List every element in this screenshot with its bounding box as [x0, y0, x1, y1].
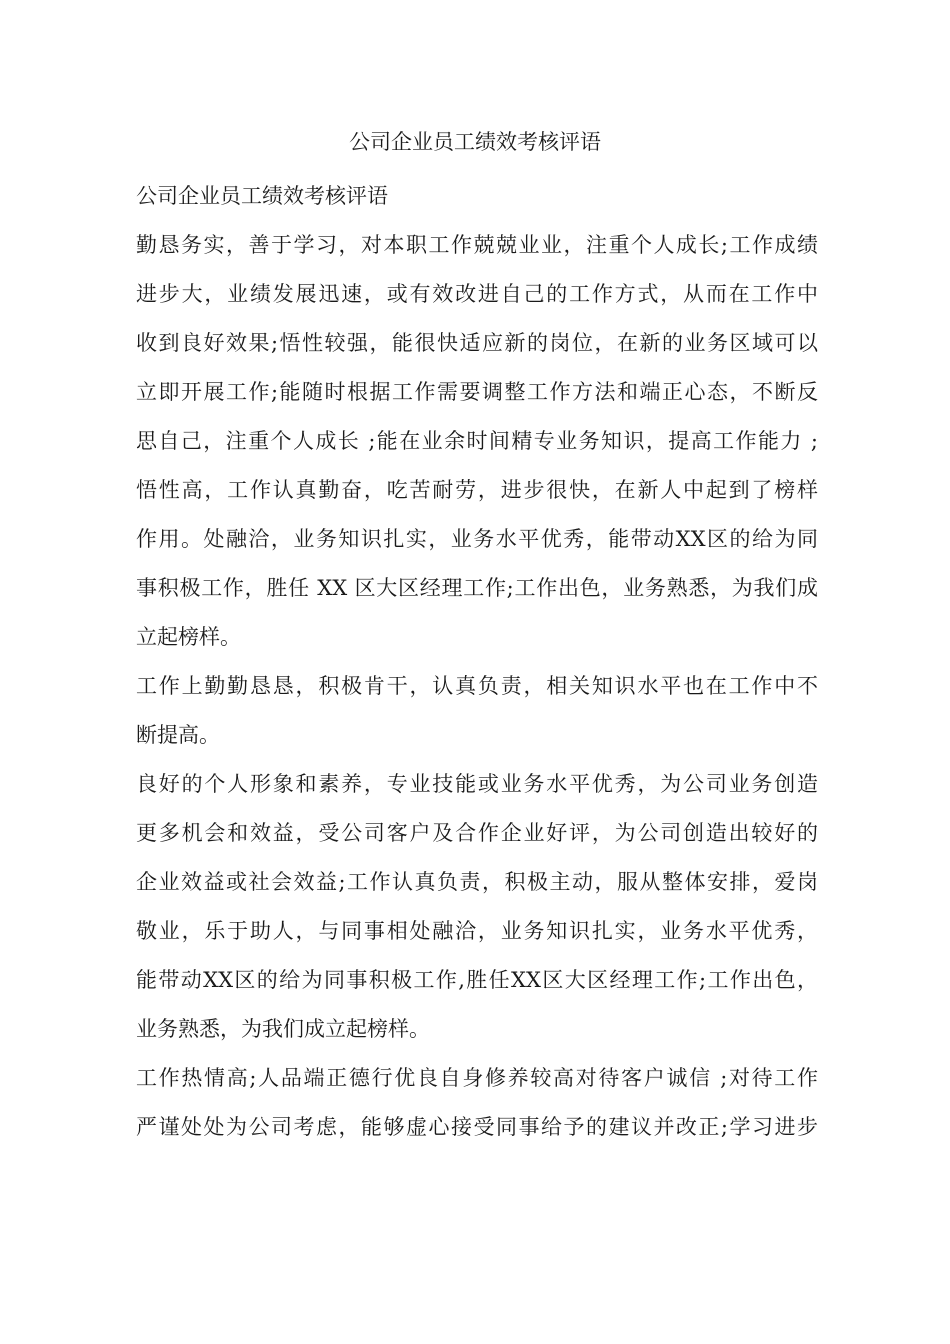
body-line: 进步大，业绩发展迅速，或有效改进自己的工作方式，从而在工作中: [136, 282, 818, 306]
body-line: 收到良好效果;悟性较强，能很快适应新的岗位，在新的业务区域可以: [136, 331, 818, 355]
document-title: 公司企业员工绩效考核评语: [349, 130, 601, 154]
body-line: 思自己，注重个人成长 ;能在业余时间精专业务知识，提高工作能力 ;: [136, 429, 818, 453]
body-line: 敬业，乐于助人，与同事相处融洽，业务知识扎实，业务水平优秀，: [136, 919, 818, 943]
body-line: 能带动XX区的给为同事积极工作,胜任XX区大区经理工作;工作出色，: [136, 968, 818, 992]
body-line: 勤恳务实，善于学习，对本职工作兢兢业业，注重个人成长;工作成绩: [136, 233, 818, 257]
body-line: 工作热情高;人品端正德行优良自身修养较高对待客户诚信 ;对待工作: [136, 1066, 818, 1090]
body-line: 严谨处处为公司考虑，能够虚心接受同事给予的建议并改正;学习进步: [136, 1115, 818, 1139]
body-line: 断提高。: [136, 723, 220, 747]
body-line: 企业效益或社会效益;工作认真负责，积极主动，服从整体安排，爱岗: [136, 870, 818, 894]
body-line: 悟性高，工作认真勤奋，吃苦耐劳，进步很快，在新人中起到了榜样: [136, 478, 818, 502]
body-line: 事积极工作，胜任 XX 区大区经理工作;工作出色，业务熟悉，为我们成: [136, 576, 818, 600]
body-line: 作用。处融洽，业务知识扎实，业务水平优秀，能带动XX区的给为同: [136, 527, 818, 551]
body-line: 业务熟悉，为我们成立起榜样。: [136, 1017, 430, 1041]
body-line: 立起榜样。: [136, 625, 241, 649]
body-line: 公司企业员工绩效考核评语: [136, 184, 388, 208]
body-line: 立即开展工作;能随时根据工作需要调整工作方法和端正心态，不断反: [136, 380, 818, 404]
document-body: [136, 172, 818, 1152]
body-line: 更多机会和效益，受公司客户及合作企业好评，为公司创造出较好的: [136, 821, 818, 845]
body-line: 良好的个人形象和素养，专业技能或业务水平优秀，为公司业务创造: [136, 772, 818, 796]
body-line: 工作上勤勤恳恳，积极肯干，认真负责，相关知识水平也在工作中不: [136, 674, 818, 698]
